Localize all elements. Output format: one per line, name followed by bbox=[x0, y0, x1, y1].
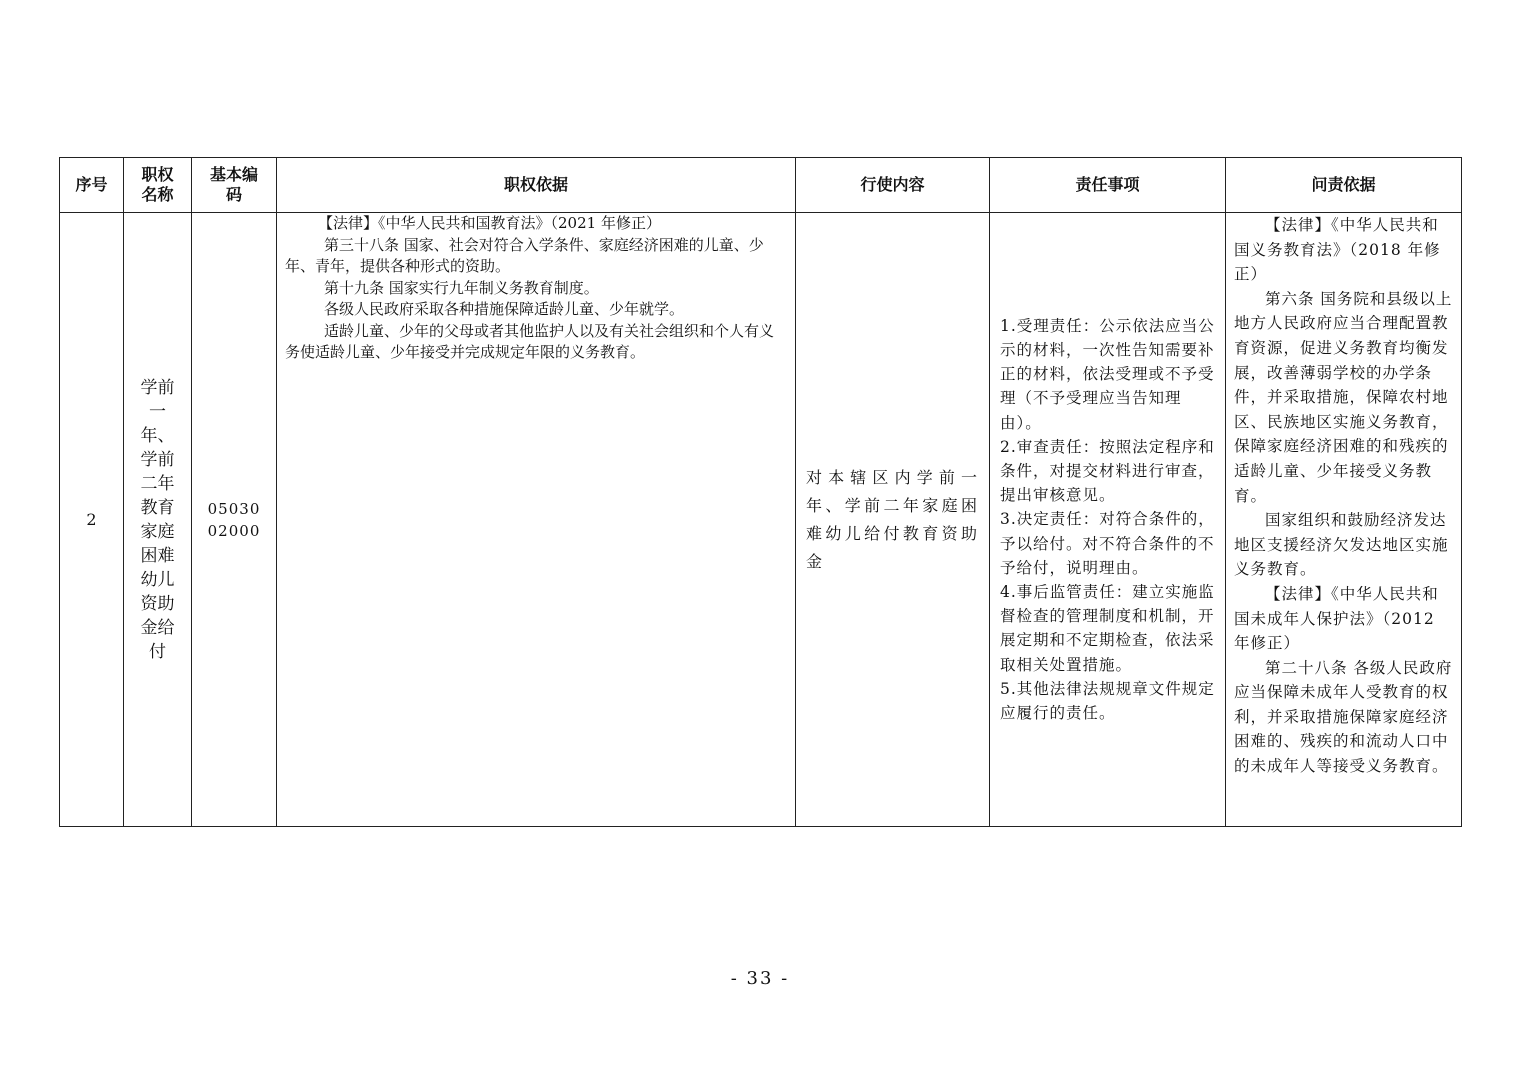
cell-seq: 2 bbox=[60, 213, 124, 827]
header-responsibility: 责任事项 bbox=[990, 158, 1226, 213]
cell-accountability bbox=[1226, 213, 1462, 827]
accountability-paragraph: 国家组织和鼓励经济发达地区支援经济欠发达地区实施义务教育。 bbox=[1234, 511, 1449, 579]
responsibility-item: 5.其他法律法规规章文件规定应履行的责任。 bbox=[1000, 679, 1215, 723]
header-seq: 序号 bbox=[60, 158, 124, 213]
code-line-2: 02000 bbox=[207, 521, 261, 540]
table-header-row bbox=[60, 158, 1462, 213]
table-row bbox=[60, 213, 1462, 827]
page-number: - 33 - bbox=[730, 968, 790, 989]
cell-exercise: 对本辖区内学前一年、学前二年家庭困难幼儿给付教育资助金 bbox=[796, 213, 990, 827]
cell-responsibility bbox=[990, 213, 1226, 827]
cell-basis bbox=[277, 213, 796, 827]
code-line-1: 05030 bbox=[207, 499, 261, 518]
header-basis: 职权依据 bbox=[277, 158, 796, 213]
accountability-paragraph: 【法律】《中华人民共和国未成年人保护法》（2012 年修正） bbox=[1234, 584, 1439, 653]
cell-name bbox=[124, 213, 192, 827]
responsibility-item: 1.受理责任：公示依法应当公示的材料，一次性告知需要补正的材料，依法受理或不予受理（不予受理应当告知理由）。 bbox=[1000, 316, 1215, 432]
accountability-paragraph: 【法律】《中华人民共和国义务教育法》（2018 年修正） bbox=[1234, 216, 1441, 284]
responsibility-item: 2.审查责任：按照法定程序和条件，对提交材料进行审查，提出审核意见。 bbox=[1000, 437, 1215, 505]
basis-paragraph: 适龄儿童、少年的父母或者其他监护人以及有关社会组织和个人有义务使适龄儿童、少年接受并完成规定年限的义务教育。 bbox=[285, 321, 775, 361]
basis-paragraph: 各级人民政府采取各种措施保障适龄儿童、少年就学。 bbox=[324, 300, 685, 318]
basis-paragraph: 第三十八条 国家、社会对符合入学条件、家庭经济困难的儿童、少年、青年，提供各种形式的资助。 bbox=[285, 235, 764, 275]
header-accountability: 问责依据 bbox=[1226, 158, 1462, 213]
cell-code bbox=[192, 213, 277, 827]
header-code-text: 基本编码 bbox=[209, 165, 258, 204]
duty-table bbox=[59, 157, 1462, 827]
header-exercise: 行使内容 bbox=[796, 158, 990, 213]
basis-paragraph: 第十九条 国家实行九年制义务教育制度。 bbox=[324, 278, 599, 297]
basis-paragraph: 【法律】《中华人民共和国教育法》（2021 年修正） bbox=[318, 214, 661, 232]
accountability-paragraph: 第二十八条 各级人民政府应当保障未成年人受教育的权利，并采取措施保障家庭经济困难的、残疾的和流动人口中的未成年人等接受义务教育。 bbox=[1234, 658, 1453, 776]
cell-name-text: 学前一年、学前二年教育家庭困难幼儿资助金给付 bbox=[140, 377, 175, 662]
accountability-paragraph: 第六条 国务院和县级以上地方人民政府应当合理配置教育资源，促进义务教育均衡发展，改善薄弱学校的办学条件，并采取措施，保障农村地区、民族地区实施义务教育，保障家庭经济困难的和残疾的适龄儿童、少年接受义务教育。 bbox=[1234, 289, 1453, 505]
header-name-text: 职权名称 bbox=[141, 165, 174, 204]
header-code bbox=[192, 158, 277, 213]
header-name bbox=[124, 158, 192, 213]
responsibility-item: 4.事后监管责任：建立实施监督检查的管理制度和机制，开展定期和不定期检查，依法采取相关处置措施。 bbox=[1000, 583, 1215, 674]
responsibility-item: 3.决定责任：对符合条件的，予以给付。对不符合条件的不予给付，说明理由。 bbox=[1000, 510, 1215, 577]
